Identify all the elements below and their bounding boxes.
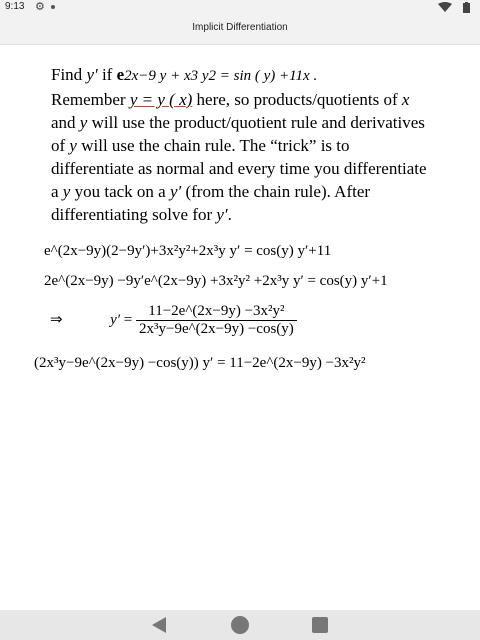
- notification-dot-icon: [51, 5, 55, 9]
- gear-icon: ⚙: [35, 1, 45, 13]
- y-of-x-text: y = y ( x): [129, 90, 193, 109]
- math-line-4-text: (2x³y−9e^(2x−9y) −cos(y)) y′ = 11−2e^(2x−9y) −3x²y²: [34, 355, 366, 371]
- solution-fraction: [136, 303, 297, 338]
- implies-arrow: ⇒: [50, 311, 63, 328]
- yprime-text: y′: [86, 65, 98, 84]
- if-text: if: [101, 65, 113, 84]
- main-content: [0, 45, 480, 610]
- battery-icon: [463, 2, 470, 13]
- navigation-bar: [0, 610, 480, 640]
- math-line-2-text: 2e^(2x−9y) −9y′e^(2x−9y) +3x²y² +2x³y y′ = cos(y) y′+1: [44, 273, 388, 289]
- body-text-2: will use the chain rule. The “trick” is to differentiate as normal and every time you differentiate a: [51, 136, 427, 201]
- app-bar: [0, 14, 480, 45]
- body-text-3: you tack on a: [70, 182, 170, 201]
- y-var: y: [79, 113, 88, 132]
- body-text-4: (from the chain rule). After differentiating solve for: [51, 182, 371, 224]
- body-text: will use the product/quotient rule and derivatives of: [51, 113, 425, 155]
- end-text: .: [227, 205, 232, 224]
- math-line-3: ⇒ y′ = $\frac{\text{11−2e\textasciicircum{}(2x−9y) −3x²y²}}{\text{2x³y−9e\textasciicircum{}(2x−9y) −cos(y)}}$: [50, 303, 297, 338]
- status-bar: [0, 0, 480, 14]
- remember-rest: here, so products/quotients of: [192, 90, 398, 109]
- y-var-2: y: [69, 136, 77, 155]
- status-time: 9:13: [5, 1, 25, 12]
- math-line-4: [34, 355, 366, 372]
- find-text: Find: [51, 65, 83, 84]
- back-icon[interactable]: [150, 616, 168, 634]
- yprime-var-2: y′: [169, 182, 182, 201]
- math-line-1-text: e^(2x−9y)(2−9y′)+3x²y²+2x³y y′ = cos(y) y′+11: [44, 243, 332, 259]
- recent-apps-icon[interactable]: [311, 616, 329, 634]
- wifi-icon: [438, 2, 452, 12]
- fraction-numerator: 11−2e^(2x−9y) −3x²y²: [136, 303, 297, 321]
- x-var: x: [401, 90, 410, 109]
- instructions-paragraph: [51, 63, 431, 226]
- remember-text: Remember: [51, 90, 126, 109]
- fraction-denominator: 2x³y−9e^(2x−9y) −cos(y): [139, 321, 294, 337]
- app-title: Implicit Differentiation: [192, 22, 288, 33]
- yprime-var-3: y′: [216, 205, 228, 224]
- y-var-3: y: [62, 182, 71, 201]
- home-icon[interactable]: [230, 615, 250, 635]
- math-line-1: [44, 243, 331, 260]
- equation-text: 2x−9 y + x3 y2 = sin ( y) +11x .: [124, 68, 318, 84]
- math-line-2: [44, 273, 388, 290]
- equation-e: e: [116, 65, 125, 84]
- and-text: and: [51, 113, 80, 132]
